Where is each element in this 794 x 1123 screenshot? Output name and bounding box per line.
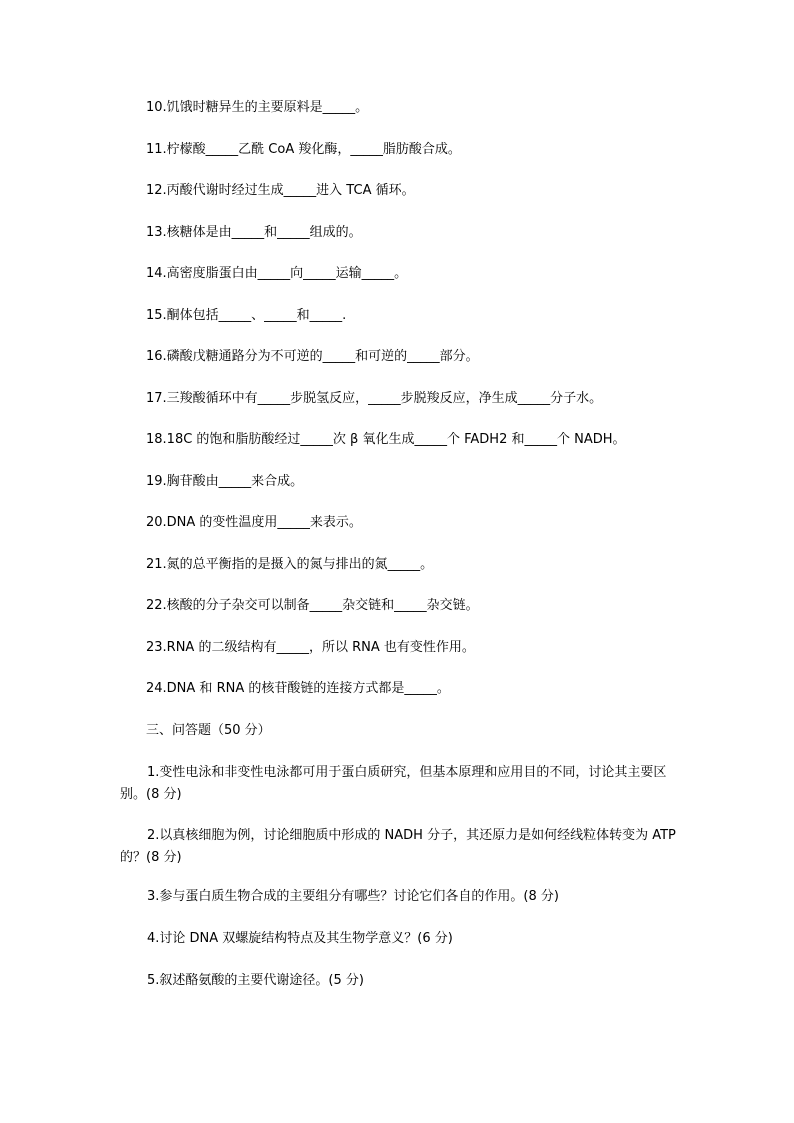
fill-blank-item: 17.三羧酸循环中有_____步脱氢反应，_____步脱羧反应，净生成_____分子水。 (146, 391, 603, 406)
fill-blank-item: 23.RNA 的二级结构有_____，所以 RNA 也有变性作用。 (146, 640, 475, 655)
fill-blank-item: 20.DNA 的变性温度用_____来表示。 (146, 515, 362, 530)
question-item: 4.讨论 DNA 双螺旋结构特点及其生物学意义？(6 分) (147, 931, 453, 946)
question-item: 3.参与蛋白质生物合成的主要组分有哪些？讨论它们各自的作用。(8 分) (147, 889, 559, 904)
fill-blank-item: 10.饥饿时糖异生的主要原料是_____。 (146, 100, 369, 115)
fill-blank-item: 16.磷酸戊糖通路分为不可逆的_____和可逆的_____部分。 (146, 349, 479, 364)
question-item: 1.变性电泳和非变性电泳都可用于蛋白质研究，但基本原理和应用目的不同，讨论其主要区别。(8 分) (120, 765, 667, 802)
section-title: 三、问答题（50 分） (146, 723, 271, 738)
fill-blank-item: 12.丙酸代谢时经过生成_____进入 TCA 循环。 (146, 183, 415, 198)
fill-blank-item: 19.胸苷酸由_____来合成。 (146, 474, 304, 489)
question-item: 5.叙述酪氨酸的主要代谢途径。(5 分) (147, 973, 364, 988)
fill-blank-item: 24.DNA 和 RNA 的核苷酸链的连接方式都是_____。 (146, 681, 450, 696)
fill-blank-item: 15.酮体包括_____、_____和_____. (146, 308, 347, 323)
fill-blank-item: 13.核糖体是由_____和_____组成的。 (146, 225, 362, 240)
fill-blank-item: 21.氮的总平衡指的是摄入的氮与排出的氮_____。 (146, 557, 434, 572)
question-item: 2.以真核细胞为例，讨论细胞质中形成的 NADH 分子，其还原力是如何经线粒体转变为 ATP 的？(8 分) (120, 828, 676, 865)
fill-blank-item: 11.柠檬酸_____乙酰 CoA 羧化酶，_____脂肪酸合成。 (146, 142, 461, 157)
fill-blank-item: 14.高密度脂蛋白由_____向_____运输_____。 (146, 266, 408, 281)
fill-blank-item: 22.核酸的分子杂交可以制备_____杂交链和_____杂交链。 (146, 598, 479, 613)
fill-blank-item: 18.18C 的饱和脂肪酸经过_____次 β 氧化生成_____个 FADH2 和_____个 NADH。 (146, 432, 626, 447)
